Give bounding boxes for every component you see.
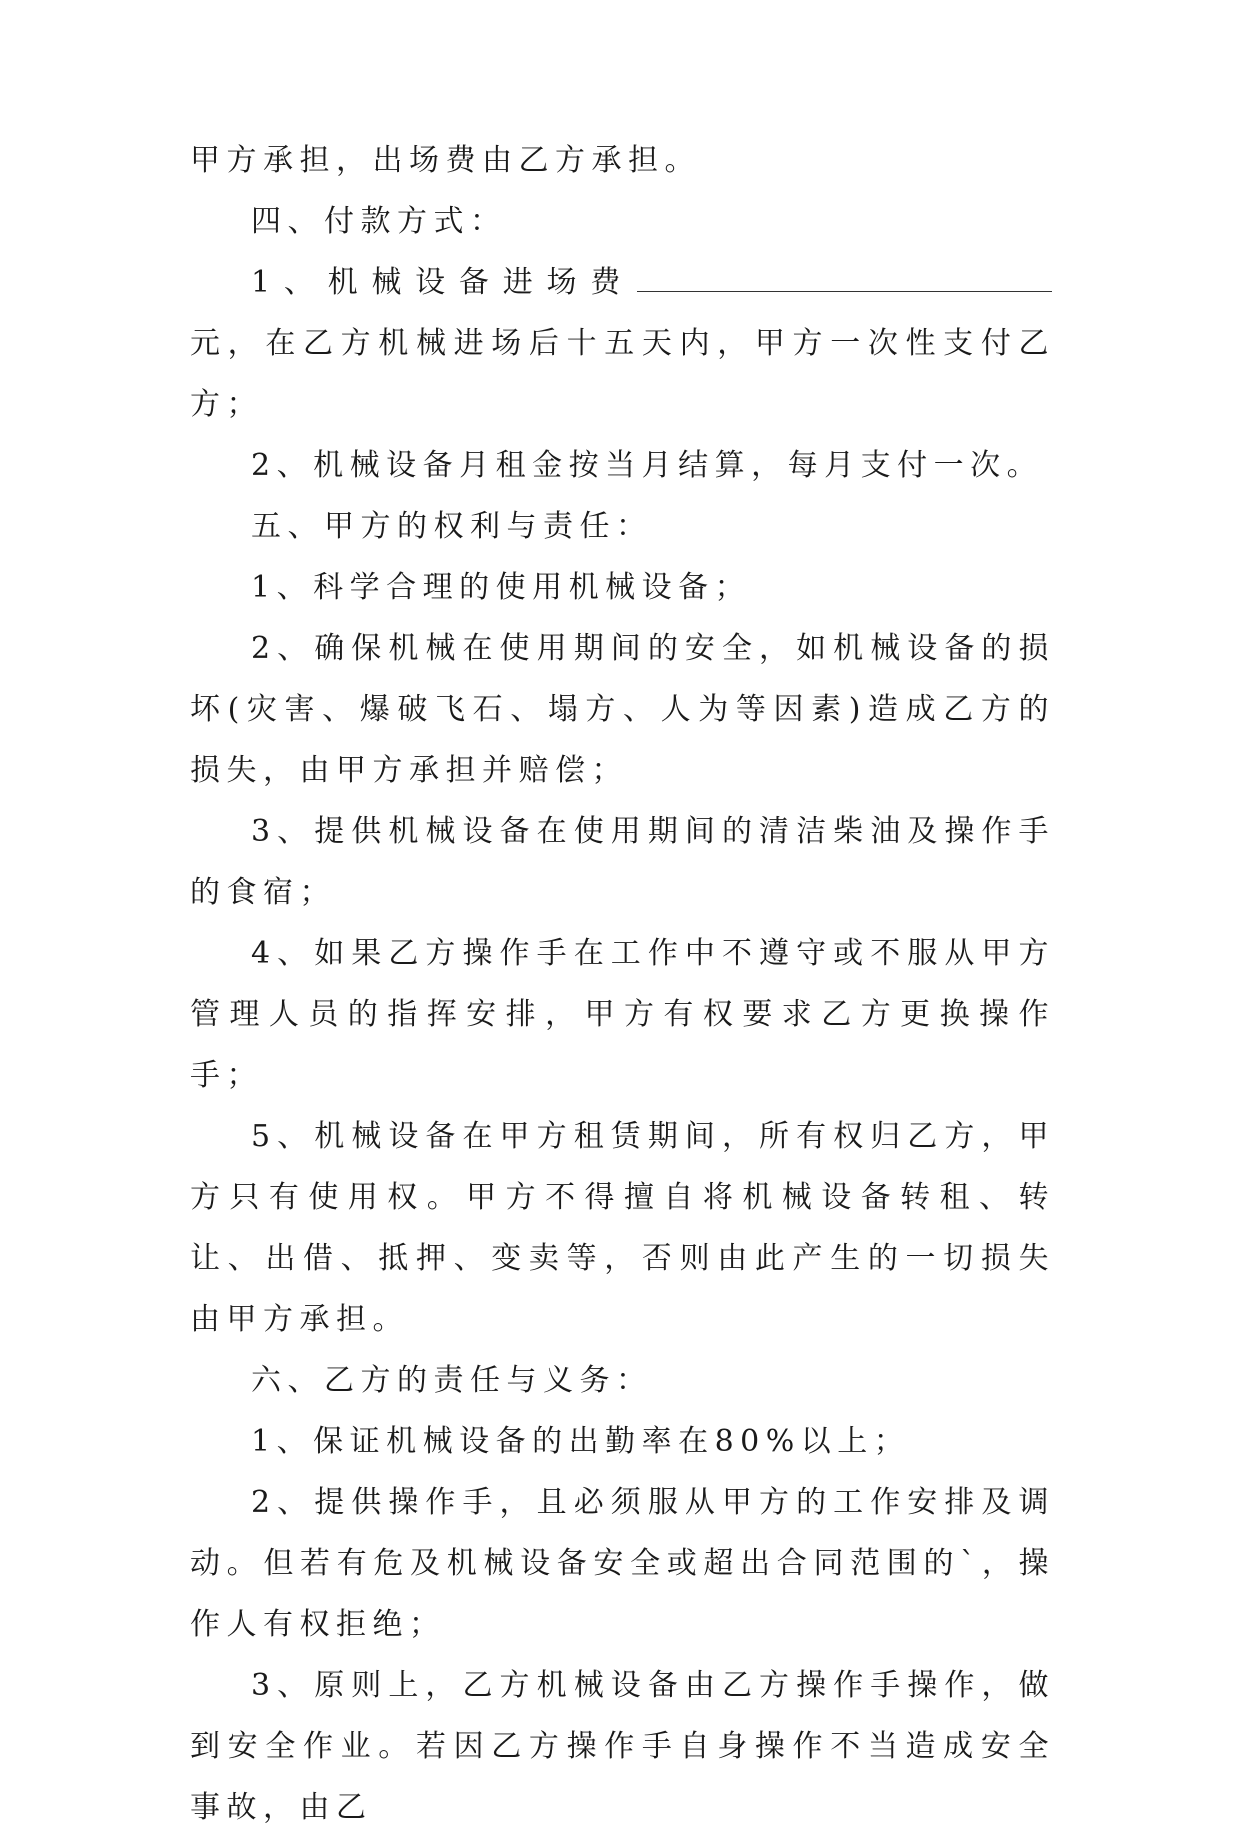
paragraph-a-5: 5、机械设备在甲方租赁期间，所有权归乙方，甲方只有使用权。甲方不得擅自将机械设备转租、转让、出借、抵押、变卖等，否则由此产生的一切损失由甲方承担。 <box>190 1119 1055 1337</box>
paragraph-a-1: 1、科学合理的使用机械设备； <box>251 570 752 605</box>
paragraph-a-4: 4、如果乙方操作手在工作中不遵守或不服从甲方管理人员的指挥安排，甲方有权要求乙方更换操作手； <box>190 936 1055 1093</box>
entry-fee-terms: 元，在乙方机械进场后十五天内，甲方一次性支付乙方； <box>190 326 1055 422</box>
section-heading-party-b: 六、乙方的责任与义务： <box>251 1363 653 1398</box>
paragraph-monthly-rent: 2、机械设备月租金按当月结算，每月支付一次。 <box>251 448 1044 483</box>
paragraph-a-3: 3、提供机械设备在使用期间的清洁柴油及操作手的食宿； <box>190 814 1055 910</box>
entry-fee-label: 1、机械设备进场费 <box>251 265 634 300</box>
entry-fee-blank-line <box>637 267 1052 292</box>
paragraph-a-2: 2、确保机械在使用期间的安全，如机械设备的损坏(灾害、爆破飞石、塌方、人为等因素)造成乙方的损失，由甲方承担并赔偿； <box>190 631 1055 788</box>
section-heading-party-a: 五、甲方的权利与责任： <box>251 509 653 544</box>
paragraph-b-3: 3、原则上，乙方机械设备由乙方操作手操作，做到安全作业。若因乙方操作手自身操作不当造成安全事故，由乙 <box>190 1668 1055 1825</box>
document-body <box>190 143 1055 1838</box>
section-heading-payment: 四、付款方式： <box>251 204 507 239</box>
paragraph-b-2: 2、提供操作手，且必须服从甲方的工作安排及调动。但若有危及机械设备安全或超出合同范围的`，操作人有权拒绝； <box>190 1485 1055 1642</box>
paragraph-entry-fee <box>190 252 1055 435</box>
paragraph-b-1: 1、保证机械设备的出勤率在80%以上； <box>251 1424 911 1459</box>
paragraph-continuation: 甲方承担，出场费由乙方承担。 <box>190 143 701 178</box>
